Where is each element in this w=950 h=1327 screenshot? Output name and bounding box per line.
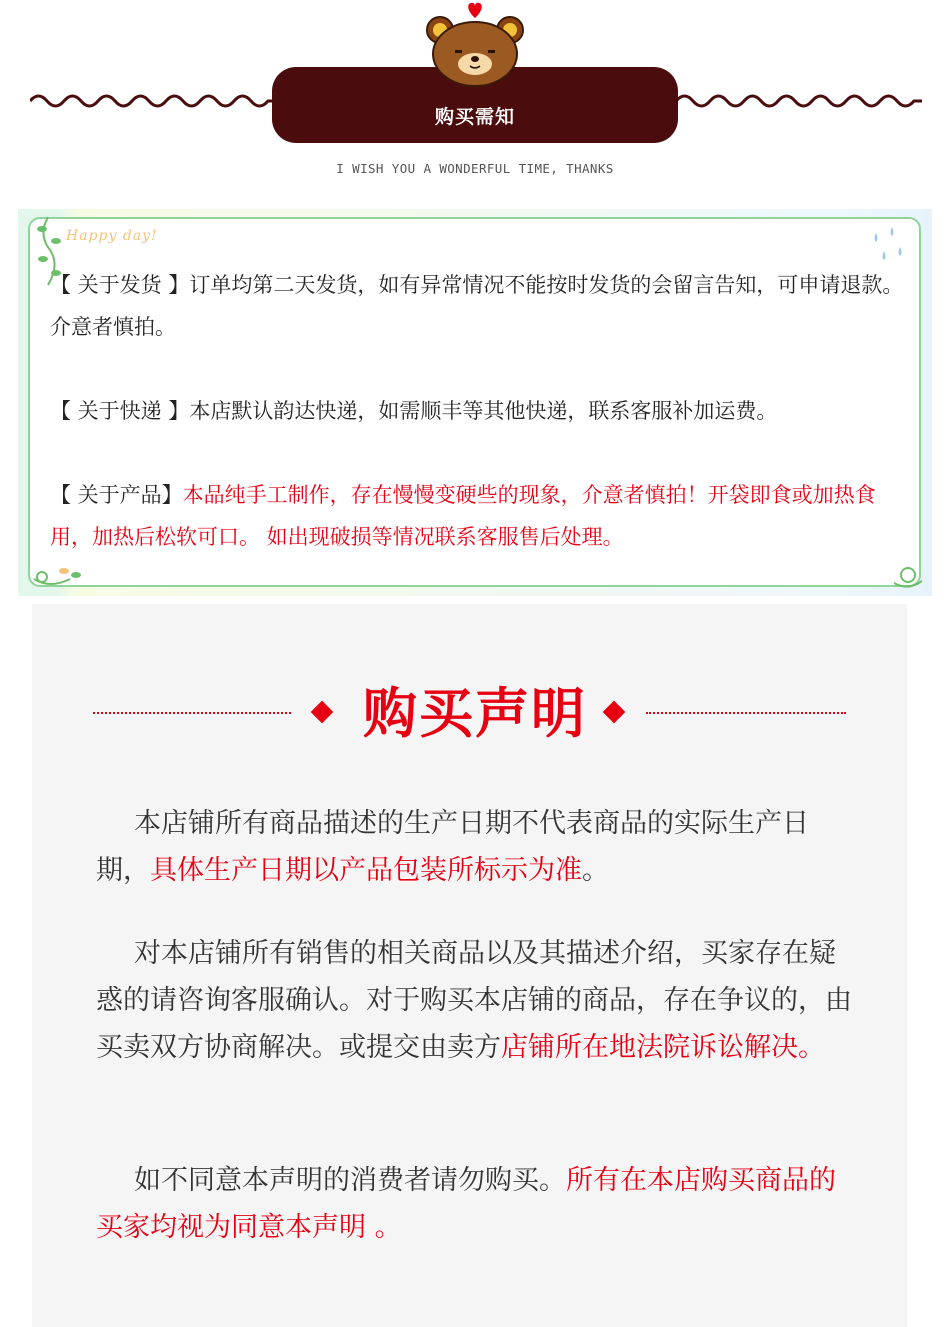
- p3-text: 如不同意本声明的消费者请勿购买。: [134, 1165, 566, 1196]
- heart-icon: [468, 3, 482, 18]
- express-label: 【 关于快递 】: [50, 399, 190, 423]
- wavy-divider-right: [676, 88, 922, 114]
- declaration-paragraph-3: [96, 1157, 856, 1251]
- tagline: I WISH YOU A WONDERFUL TIME, THANKS: [336, 161, 614, 176]
- declaration-paragraph-2: [96, 930, 856, 1071]
- leaf-decoration-left: [30, 559, 90, 593]
- bear-mascot-icon: [416, 0, 534, 90]
- notice-product: [50, 474, 910, 558]
- p1-end: 。: [582, 855, 609, 886]
- p2-text: 对本店铺所有销售的相关商品以及其描述介绍，买家存在疑惑的请咨询客服确认。对于购买本店铺的商品，存在争议的，由买卖双方协商解决。或提交由卖方: [96, 938, 852, 1063]
- declaration-title: 购买声明: [363, 682, 587, 745]
- declaration-paragraph-1: [96, 800, 856, 894]
- p1-text: 本店铺所有商品描述的生产日期不代表商品的实际生产日期，: [96, 808, 809, 886]
- wavy-divider-left: [30, 88, 276, 114]
- product-text: 本品纯手工制作，存在慢慢变硬些的现象，介意者慎拍！开袋即食或加热食用，加热后松软可口。 如出现破损等情况联系客服售后处理。: [50, 483, 876, 549]
- product-label: 【 关于产品】: [50, 483, 183, 507]
- p1-highlight: 具体生产日期以产品包装所标示为准: [150, 855, 582, 886]
- dotted-line-right: [646, 712, 846, 714]
- shipping-label: 【 关于发货 】: [50, 273, 190, 297]
- notice-shipping: [50, 264, 910, 348]
- banner-title: 购买需知: [434, 105, 515, 128]
- header: [0, 0, 950, 200]
- p3-highlight: 所有在本店购买商品的买家均视为同意本声明 。: [96, 1165, 836, 1243]
- p2-highlight: 店铺所在地法院诉讼解决。: [501, 1032, 825, 1063]
- express-text: 本店默认韵达快递，如需顺丰等其他快递，联系客服补加运费。: [189, 399, 778, 423]
- shipping-text: 订单均第二天发货，如有异常情况不能按时发货的会留言告知，可申请退款。介意者慎拍。: [50, 273, 904, 339]
- leaf-decoration-right: [884, 559, 928, 593]
- notice-express: [50, 390, 910, 432]
- happy-day-decoration: Happy day!: [66, 228, 158, 244]
